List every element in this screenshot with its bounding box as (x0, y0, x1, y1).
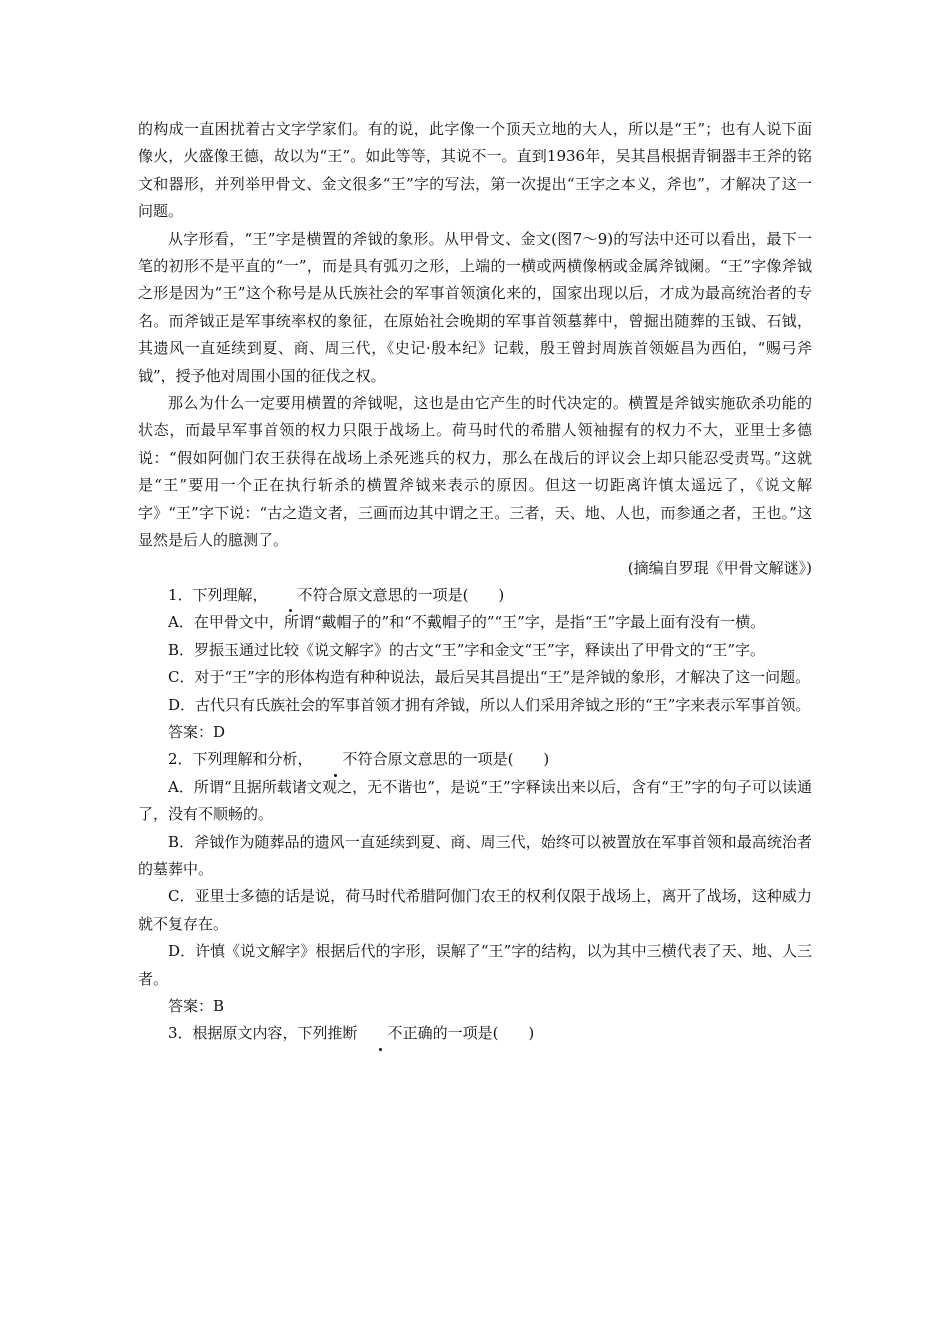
option-b: B．罗振玉通过比较《说文解字》的古文“王”字和金文“王”字，释读出了甲骨文的“王”字。 (168, 640, 766, 659)
answer: 答案：B (168, 997, 225, 1015)
option-d: D．古代只有氏族社会的军事首领才拥有斧钺，所以人们采用斧钺之形的“王”字来表示军事首领。 (168, 695, 811, 714)
emphasis-dot-char: 不 (358, 1020, 403, 1047)
emphasis-dot-char: 不 (313, 746, 358, 773)
question-2 (138, 746, 812, 1020)
paragraph-2: 从字形看，“王”字是横置的斧钺的象形。从甲骨文、金文(图7～9)的写法中还可以看出，最下一笔的初形不是平直的“一”，而是具有弧刃之形，上端的一横或两横像柄或金属斧钺阑。“王”字像斧钺之形是因为“王”这个称号是从氏族社会的军事首领演化来的，国家出现以后，才成为最高统治者的专名。而斧钺正是军事统率权的象征，在原始社会晚期的军事首领墓葬中，曾掘出随葬的玉钺、石钺，其遗风一直延续到夏、商、周三代，《史记·殷本纪》记载，殷王曾封周族首领姬昌为西伯，“赐弓斧钺”，授予他对周围小国的征伐之权。 (138, 229, 812, 385)
option-d: D．许慎《说文解字》根据后代的字形，误解了“王”字的结构，以为其中三横代表了天、地、人三者。 (138, 942, 812, 988)
option-b: B．斧钺作为随葬品的遗风一直延续到夏、商、周三代，始终可以被置放在军事首领和最高统治者的墓葬中。 (138, 832, 812, 878)
emphasis-dot-char: 不 (268, 582, 313, 609)
question-stem: 3．根据原文内容，下列推断 不正确的一项是( ) (138, 1020, 812, 1047)
source-citation: (摘编自罗琨《甲骨文解谜》) (627, 558, 812, 577)
question-stem: 2．下列理解和分析， 不符合原文意思的一项是( ) (138, 746, 812, 773)
answer: 答案：D (168, 722, 226, 741)
option-c: C．亚里士多德的话是说，荷马时代希腊阿伽门农王的权利仅限于战场上，离开了战场，这种威力就不复存在。 (138, 887, 812, 933)
option-a: A．在甲骨文中，所谓“戴帽子的”和“不戴帽子的”“王”字，是指“王”字最上面有没有一横。 (168, 613, 766, 632)
question-3 (138, 1020, 812, 1047)
question-stem: 1．下列理解， 不符合原文意思的一项是( ) (138, 582, 812, 609)
paragraph-1: 的构成一直困扰着古文字学家们。有的说，此字像一个顶天立地的大人，所以是“王”；也有人说下面像火，火盛像王德，故以为“王”。如此等等，其说不一。直到1936年，吴其昌根据青铜器丰王斧的铭文和器形，并列举甲骨文、金文很多“王”字的写法，第一次提出“王字之本义，斧也”，才解决了这一问题。 (138, 120, 812, 221)
option-a: A．所谓“且据所载诸文观之，无不谐也”，是说“王”字释读出来以后，含有“王”字的句子可以读通了，没有不顺畅的。 (138, 777, 812, 824)
document-page (138, 116, 812, 1048)
paragraph-3: 那么为什么一定要用横置的斧钺呢，这也是由它产生的时代决定的。横置是斧钺实施砍杀功能的状态，而最早军事首领的权力只限于战场上。荷马时代的希腊人领袖握有的权力不大，亚里士多德说：“假如阿伽门农王获得在战场上杀死逃兵的权力，那么在战后的评议会上却只能忍受责骂。”这就是“王”要用一个正在执行斩杀的横置斧钺来表示的原因。但这一切距离许慎太遥远了，《说文解字》“王”字下说：“古之造文者，三画而边其中谓之王。三者，天、地、人也，而参通之者，王也。”这显然是后人的臆测了。 (138, 394, 812, 550)
option-c: C．对于“王”字的形体构造有种种说法，最后吴其昌提出“王”是斧钺的象形，才解决了这一问题。 (168, 668, 811, 687)
question-1 (138, 582, 812, 746)
